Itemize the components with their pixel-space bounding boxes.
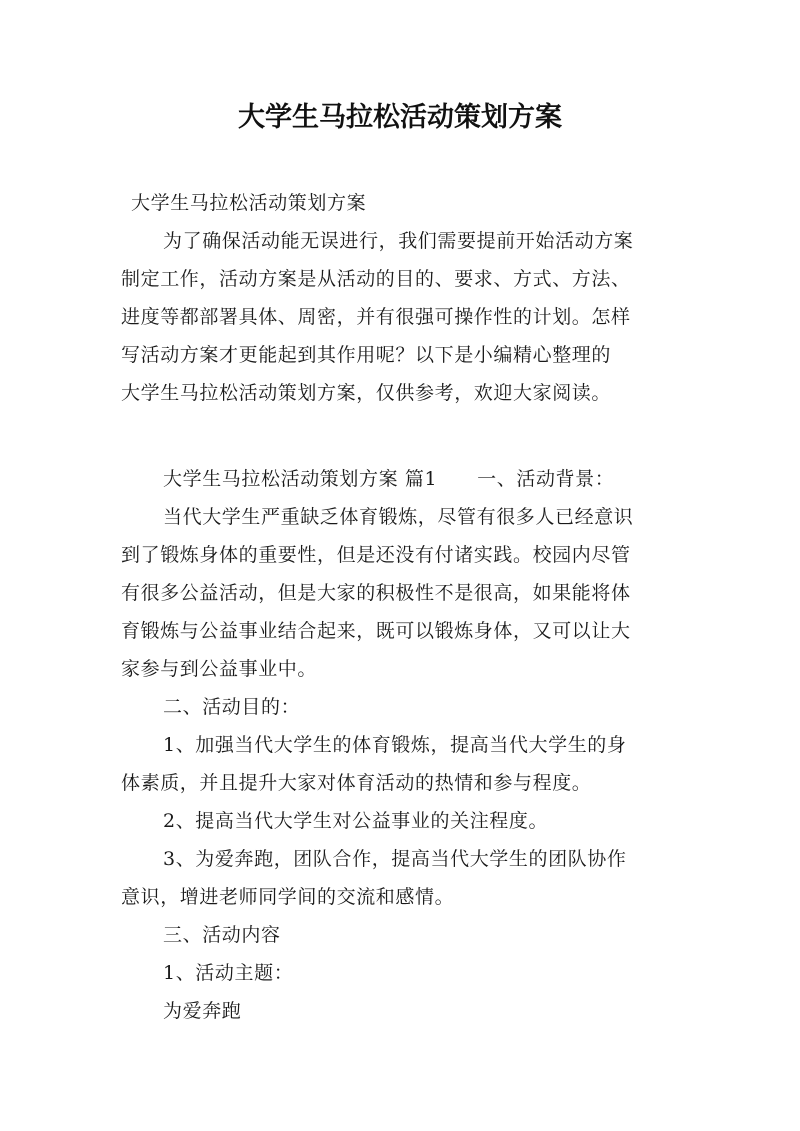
paragraph-line: 3、为爱奔跑，团队合作，提高当代大学生的团队协作: [163, 848, 627, 870]
paragraph-line: 意识，增进老师同学间的交流和感情。: [121, 886, 455, 908]
paragraph-line: 有很多公益活动，但是大家的积极性不是很高，如果能将体: [121, 582, 631, 604]
paragraph-line: 2、提高当代大学生对公益事业的关注程度。: [163, 810, 549, 832]
chapter-label: 大学生马拉松活动策划方案 篇1: [163, 468, 438, 490]
section-heading: 二、活动目的：: [163, 696, 301, 718]
paragraph-line: 大学生马拉松活动策划方案，仅供参考，欢迎大家阅读。: [121, 382, 612, 404]
paragraph-line: 体素质，并且提升大家对体育活动的热情和参与程度。: [121, 772, 592, 794]
paragraph-line: 制定工作，活动方案是从活动的目的、要求、方式、方法、: [121, 268, 631, 290]
subtitle-line: 大学生马拉松活动策划方案: [131, 192, 367, 214]
paragraph-gap: [121, 450, 681, 460]
document-body: [121, 184, 681, 1030]
paragraph-line: 1、加强当代大学生的体育锻炼，提高当代大学生的身: [163, 734, 627, 756]
paragraph-line: 到了锻炼身体的重要性，但是还没有付诸实践。校园内尽管: [121, 544, 631, 566]
paragraph-line: 为爱奔跑: [163, 1000, 242, 1022]
paragraph-line: 写活动方案才更能起到其作用呢？以下是小编精心整理的: [121, 344, 612, 366]
section-heading: 一、活动背景：: [477, 468, 615, 490]
paragraph-gap: [121, 412, 681, 450]
section-heading-line: [121, 460, 681, 498]
paragraph-line: 进度等都部署具体、周密，并有很强可操作性的计划。怎样: [121, 306, 631, 328]
paragraph-line: 育锻炼与公益事业结合起来，既可以锻炼身体，又可以让大: [121, 620, 631, 642]
paragraph-line: 1、活动主题：: [163, 962, 294, 984]
paragraph-line: 当代大学生严重缺乏体育锻炼，尽管有很多人已经意识: [163, 506, 634, 528]
paragraph-line: 为了确保活动能无误进行，我们需要提前开始活动方案: [163, 230, 634, 252]
section-heading: 三、活动内容: [163, 924, 281, 946]
document-title: 大学生马拉松活动策划方案: [238, 102, 562, 133]
paragraph-line: 家参与到公益事业中。: [121, 658, 318, 680]
